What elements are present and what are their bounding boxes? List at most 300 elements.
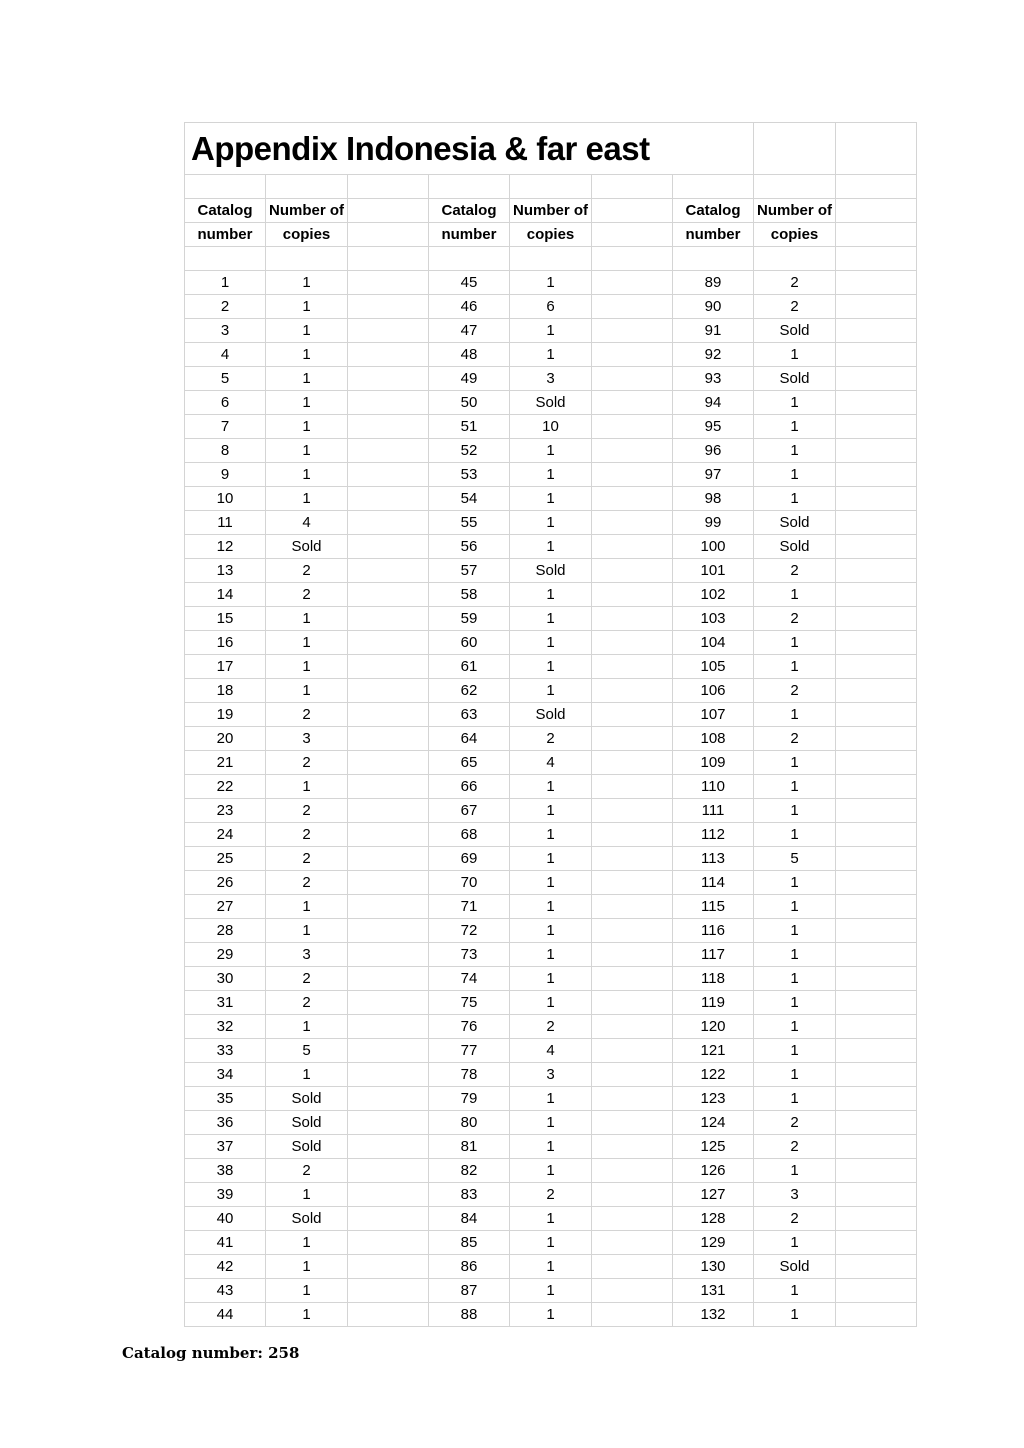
copies-cell: 1	[510, 775, 592, 799]
catalog-number-cell: 84	[429, 1207, 510, 1231]
table-row	[185, 847, 917, 871]
empty-cell	[592, 1087, 673, 1111]
table-row	[185, 1255, 917, 1279]
copies-cell: 1	[266, 439, 348, 463]
table-row	[185, 631, 917, 655]
table-row	[185, 367, 917, 391]
catalog-number-cell: 14	[185, 583, 266, 607]
empty-cell	[836, 295, 917, 319]
copies-cell: 1	[510, 343, 592, 367]
copies-cell: 1	[754, 1015, 836, 1039]
empty-cell	[592, 559, 673, 583]
copies-cell: 1	[266, 1255, 348, 1279]
empty-cell	[836, 1087, 917, 1111]
copies-cell: 2	[266, 991, 348, 1015]
catalog-number-cell: 130	[673, 1255, 754, 1279]
empty-cell	[836, 871, 917, 895]
catalog-number-cell: 115	[673, 895, 754, 919]
empty-cell	[592, 1183, 673, 1207]
catalog-number-cell: 114	[673, 871, 754, 895]
empty-cell	[836, 919, 917, 943]
empty-cell	[592, 463, 673, 487]
empty-cell	[836, 847, 917, 871]
header-catalog: number	[185, 223, 266, 247]
catalog-number-cell: 109	[673, 751, 754, 775]
catalog-number-cell: 46	[429, 295, 510, 319]
copies-cell: 1	[266, 271, 348, 295]
copies-cell: 1	[754, 823, 836, 847]
empty-cell	[836, 631, 917, 655]
copies-cell: 1	[510, 871, 592, 895]
catalog-number-cell: 127	[673, 1183, 754, 1207]
catalog-number-cell: 62	[429, 679, 510, 703]
catalog-number-cell: 66	[429, 775, 510, 799]
table-row	[185, 943, 917, 967]
copies-cell: Sold	[754, 319, 836, 343]
catalog-number-cell: 94	[673, 391, 754, 415]
copies-cell: 4	[510, 1039, 592, 1063]
copies-cell: 2	[266, 1159, 348, 1183]
copies-cell: 1	[266, 919, 348, 943]
catalog-number-cell: 98	[673, 487, 754, 511]
copies-cell: 2	[754, 1207, 836, 1231]
catalog-number-cell: 36	[185, 1111, 266, 1135]
table-row	[185, 1303, 917, 1327]
copies-cell: 1	[754, 1039, 836, 1063]
empty-cell	[348, 319, 429, 343]
spreadsheet-page	[184, 122, 917, 1327]
empty-cell	[592, 823, 673, 847]
catalog-number-cell: 70	[429, 871, 510, 895]
empty-cell	[348, 271, 429, 295]
catalog-number-cell: 85	[429, 1231, 510, 1255]
table-row	[185, 1183, 917, 1207]
catalog-number-cell: 108	[673, 727, 754, 751]
catalog-number-cell: 96	[673, 439, 754, 463]
copies-cell: 3	[266, 727, 348, 751]
catalog-number-cell: 21	[185, 751, 266, 775]
catalog-number-cell: 117	[673, 943, 754, 967]
catalog-number-cell: 10	[185, 487, 266, 511]
empty-cell	[348, 391, 429, 415]
table-row	[185, 895, 917, 919]
catalog-number-cell: 69	[429, 847, 510, 871]
catalog-number-cell: 79	[429, 1087, 510, 1111]
empty-cell	[348, 703, 429, 727]
table-row	[185, 655, 917, 679]
catalog-number-cell: 16	[185, 631, 266, 655]
empty-cell	[836, 607, 917, 631]
copies-cell: 1	[266, 343, 348, 367]
empty-cell	[836, 535, 917, 559]
copies-cell: 10	[510, 415, 592, 439]
catalog-number-cell: 123	[673, 1087, 754, 1111]
copies-cell: 2	[266, 751, 348, 775]
catalog-number-cell: 82	[429, 1159, 510, 1183]
copies-cell: 2	[510, 1183, 592, 1207]
copies-cell: 2	[266, 847, 348, 871]
empty-cell	[348, 1135, 429, 1159]
copies-cell: 5	[266, 1039, 348, 1063]
copies-cell: 1	[266, 415, 348, 439]
empty-cell	[836, 1063, 917, 1087]
empty-cell	[836, 1255, 917, 1279]
empty-cell	[592, 991, 673, 1015]
empty-cell	[592, 607, 673, 631]
copies-cell: 1	[510, 1255, 592, 1279]
copies-cell: 1	[510, 1231, 592, 1255]
copies-cell: 4	[510, 751, 592, 775]
copies-cell: 2	[754, 559, 836, 583]
table-row	[185, 1279, 917, 1303]
empty-cell	[348, 775, 429, 799]
empty-cell	[592, 1159, 673, 1183]
empty-cell	[592, 631, 673, 655]
empty-cell	[592, 487, 673, 511]
copies-cell: 1	[754, 343, 836, 367]
copies-cell: 2	[754, 727, 836, 751]
catalog-number-cell: 43	[185, 1279, 266, 1303]
copies-cell: 1	[510, 1303, 592, 1327]
catalog-number-cell: 20	[185, 727, 266, 751]
catalog-number-cell: 119	[673, 991, 754, 1015]
empty-cell	[348, 799, 429, 823]
empty-cell	[348, 559, 429, 583]
catalog-number-cell: 53	[429, 463, 510, 487]
empty-cell	[592, 1207, 673, 1231]
copies-cell: Sold	[754, 535, 836, 559]
copies-cell: 1	[510, 967, 592, 991]
catalog-number-cell: 88	[429, 1303, 510, 1327]
catalog-number-cell: 52	[429, 439, 510, 463]
empty-cell	[348, 751, 429, 775]
empty-cell	[592, 1303, 673, 1327]
catalog-number-cell: 29	[185, 943, 266, 967]
copies-cell: 2	[510, 1015, 592, 1039]
empty-cell	[592, 391, 673, 415]
empty-cell	[836, 391, 917, 415]
catalog-number-cell: 111	[673, 799, 754, 823]
catalog-number-cell: 22	[185, 775, 266, 799]
copies-cell: 1	[510, 1135, 592, 1159]
copies-cell: 1	[754, 919, 836, 943]
empty-cell	[592, 1111, 673, 1135]
catalog-number-cell: 48	[429, 343, 510, 367]
catalog-number-cell: 80	[429, 1111, 510, 1135]
header-copies: copies	[510, 223, 592, 247]
catalog-number-cell: 131	[673, 1279, 754, 1303]
empty-cell	[592, 295, 673, 319]
empty-cell	[592, 799, 673, 823]
copies-cell: 2	[754, 679, 836, 703]
catalog-number-cell: 31	[185, 991, 266, 1015]
copies-cell: 1	[266, 1303, 348, 1327]
catalog-number-cell: 28	[185, 919, 266, 943]
empty-cell	[592, 679, 673, 703]
copies-cell: 1	[510, 799, 592, 823]
catalog-number-cell: 55	[429, 511, 510, 535]
table-row	[185, 1111, 917, 1135]
copies-cell: 1	[754, 487, 836, 511]
copies-cell: 1	[266, 295, 348, 319]
empty-cell	[348, 367, 429, 391]
catalog-number-cell: 89	[673, 271, 754, 295]
catalog-number-cell: 6	[185, 391, 266, 415]
copies-cell: 1	[510, 511, 592, 535]
catalog-table	[184, 122, 917, 1327]
catalog-number-cell: 25	[185, 847, 266, 871]
copies-cell: 4	[266, 511, 348, 535]
catalog-number-cell: 32	[185, 1015, 266, 1039]
copies-cell: 3	[266, 943, 348, 967]
header-catalog: Catalog	[429, 199, 510, 223]
empty-cell	[836, 943, 917, 967]
catalog-number-cell: 35	[185, 1087, 266, 1111]
table-row	[185, 871, 917, 895]
catalog-number-cell: 101	[673, 559, 754, 583]
header-catalog: Catalog	[185, 199, 266, 223]
copies-cell: Sold	[510, 703, 592, 727]
catalog-number-cell: 71	[429, 895, 510, 919]
catalog-number-cell: 112	[673, 823, 754, 847]
copies-cell: 1	[510, 487, 592, 511]
empty-cell	[592, 847, 673, 871]
copies-cell: 1	[266, 607, 348, 631]
copies-cell: 1	[266, 1015, 348, 1039]
copies-cell: 1	[266, 487, 348, 511]
catalog-number-cell: 116	[673, 919, 754, 943]
table-row	[185, 1159, 917, 1183]
catalog-number-cell: 50	[429, 391, 510, 415]
catalog-number-cell: 132	[673, 1303, 754, 1327]
table-row	[185, 1207, 917, 1231]
table-row	[185, 775, 917, 799]
copies-cell: Sold	[266, 535, 348, 559]
catalog-number-cell: 121	[673, 1039, 754, 1063]
table-row	[185, 967, 917, 991]
copies-cell: 1	[754, 703, 836, 727]
empty-cell	[836, 991, 917, 1015]
catalog-number-cell: 126	[673, 1159, 754, 1183]
copies-cell: 1	[266, 463, 348, 487]
catalog-number-cell: 78	[429, 1063, 510, 1087]
catalog-number-cell: 12	[185, 535, 266, 559]
copies-cell: 2	[266, 703, 348, 727]
copies-cell: 1	[510, 679, 592, 703]
copies-cell: 2	[754, 295, 836, 319]
catalog-number-cell: 1	[185, 271, 266, 295]
empty-cell	[592, 871, 673, 895]
copies-cell: 1	[754, 967, 836, 991]
copies-cell: Sold	[266, 1207, 348, 1231]
catalog-number-cell: 87	[429, 1279, 510, 1303]
catalog-number-cell: 51	[429, 415, 510, 439]
copies-cell: 1	[510, 919, 592, 943]
empty-cell	[592, 751, 673, 775]
empty-cell	[592, 511, 673, 535]
empty-cell	[836, 1183, 917, 1207]
copies-cell: 1	[754, 775, 836, 799]
copies-cell: 1	[754, 1087, 836, 1111]
empty-cell	[348, 1015, 429, 1039]
page-title: Appendix Indonesia & far east	[185, 123, 754, 175]
copies-cell: Sold	[754, 511, 836, 535]
table-row	[185, 703, 917, 727]
copies-cell: 1	[510, 655, 592, 679]
copies-cell: 1	[754, 583, 836, 607]
empty-cell	[836, 343, 917, 367]
empty-cell	[592, 655, 673, 679]
catalog-number-cell: 67	[429, 799, 510, 823]
empty-cell	[348, 1303, 429, 1327]
empty-cell	[348, 871, 429, 895]
copies-cell: Sold	[266, 1135, 348, 1159]
empty-cell	[348, 1159, 429, 1183]
copies-cell: 1	[754, 799, 836, 823]
copies-cell: 2	[266, 559, 348, 583]
empty-cell	[836, 895, 917, 919]
copies-cell: 1	[754, 631, 836, 655]
empty-cell	[592, 1255, 673, 1279]
empty-cell	[592, 367, 673, 391]
catalog-number-cell: 56	[429, 535, 510, 559]
empty-cell	[592, 319, 673, 343]
catalog-number-cell: 92	[673, 343, 754, 367]
header-copies: Number of	[266, 199, 348, 223]
empty-cell	[348, 607, 429, 631]
catalog-number-cell: 65	[429, 751, 510, 775]
copies-cell: Sold	[754, 1255, 836, 1279]
table-row	[185, 295, 917, 319]
copies-cell: 1	[266, 1063, 348, 1087]
empty-cell	[348, 1111, 429, 1135]
copies-cell: 1	[754, 1063, 836, 1087]
empty-cell	[348, 535, 429, 559]
table-row	[185, 679, 917, 703]
empty-cell	[836, 823, 917, 847]
catalog-number-cell: 86	[429, 1255, 510, 1279]
copies-cell: 1	[510, 1159, 592, 1183]
empty-cell	[836, 1135, 917, 1159]
table-row	[185, 1087, 917, 1111]
empty-cell	[592, 583, 673, 607]
empty-cell	[836, 1111, 917, 1135]
copies-cell: 2	[510, 727, 592, 751]
empty-cell	[836, 511, 917, 535]
empty-cell	[836, 415, 917, 439]
catalog-number-cell: 34	[185, 1063, 266, 1087]
copies-cell: 1	[754, 415, 836, 439]
catalog-number-cell: 23	[185, 799, 266, 823]
table-row	[185, 823, 917, 847]
copies-cell: 1	[754, 655, 836, 679]
catalog-number-cell: 47	[429, 319, 510, 343]
empty-cell	[836, 1207, 917, 1231]
catalog-number-cell: 41	[185, 1231, 266, 1255]
catalog-number-cell: 54	[429, 487, 510, 511]
copies-cell: 1	[754, 943, 836, 967]
copies-cell: 1	[510, 847, 592, 871]
copies-cell: Sold	[266, 1111, 348, 1135]
catalog-number-cell: 59	[429, 607, 510, 631]
table-row	[185, 919, 917, 943]
copies-cell: 2	[754, 1135, 836, 1159]
empty-cell	[836, 1303, 917, 1327]
table-row	[185, 463, 917, 487]
copies-cell: 1	[754, 1279, 836, 1303]
catalog-number-cell: 91	[673, 319, 754, 343]
catalog-number-cell: 120	[673, 1015, 754, 1039]
table-row	[185, 271, 917, 295]
copies-cell: 1	[754, 895, 836, 919]
empty-cell	[592, 967, 673, 991]
empty-cell	[836, 583, 917, 607]
copies-cell: 1	[510, 1279, 592, 1303]
empty-cell	[592, 439, 673, 463]
catalog-number-cell: 124	[673, 1111, 754, 1135]
copies-cell: 1	[754, 463, 836, 487]
catalog-number-cell: 77	[429, 1039, 510, 1063]
catalog-number-cell: 83	[429, 1183, 510, 1207]
catalog-number-cell: 57	[429, 559, 510, 583]
copies-cell: 1	[510, 1207, 592, 1231]
empty-cell	[836, 1015, 917, 1039]
empty-cell	[592, 343, 673, 367]
catalog-number-cell: 24	[185, 823, 266, 847]
catalog-number-cell: 97	[673, 463, 754, 487]
catalog-number-cell: 33	[185, 1039, 266, 1063]
empty-cell	[348, 511, 429, 535]
catalog-number-cell: 61	[429, 655, 510, 679]
copies-cell: 1	[754, 751, 836, 775]
copies-cell: 1	[510, 823, 592, 847]
catalog-number-cell: 15	[185, 607, 266, 631]
catalog-number-cell: 73	[429, 943, 510, 967]
copies-cell: 1	[266, 391, 348, 415]
empty-cell	[348, 415, 429, 439]
empty-cell	[836, 319, 917, 343]
catalog-number-cell: 104	[673, 631, 754, 655]
table-row	[185, 607, 917, 631]
empty-cell	[348, 919, 429, 943]
copies-cell: 1	[754, 991, 836, 1015]
copies-cell: Sold	[266, 1087, 348, 1111]
header-copies: Number of	[510, 199, 592, 223]
catalog-number-cell: 30	[185, 967, 266, 991]
copies-cell: 1	[266, 1231, 348, 1255]
catalog-number-cell: 122	[673, 1063, 754, 1087]
empty-cell	[836, 727, 917, 751]
header-copies: copies	[266, 223, 348, 247]
copies-cell: 1	[510, 607, 592, 631]
copies-cell: 1	[510, 991, 592, 1015]
catalog-number-cell: 103	[673, 607, 754, 631]
copies-cell: 1	[510, 463, 592, 487]
catalog-number-cell: 74	[429, 967, 510, 991]
empty-cell	[836, 367, 917, 391]
catalog-number-cell: 19	[185, 703, 266, 727]
copies-cell: 1	[754, 439, 836, 463]
table-row	[185, 487, 917, 511]
catalog-number-cell: 64	[429, 727, 510, 751]
catalog-number-cell: 49	[429, 367, 510, 391]
table-row	[185, 391, 917, 415]
catalog-number-cell: 7	[185, 415, 266, 439]
catalog-number-cell: 125	[673, 1135, 754, 1159]
copies-cell: 1	[510, 1087, 592, 1111]
copies-cell: 2	[266, 799, 348, 823]
empty-cell	[592, 919, 673, 943]
